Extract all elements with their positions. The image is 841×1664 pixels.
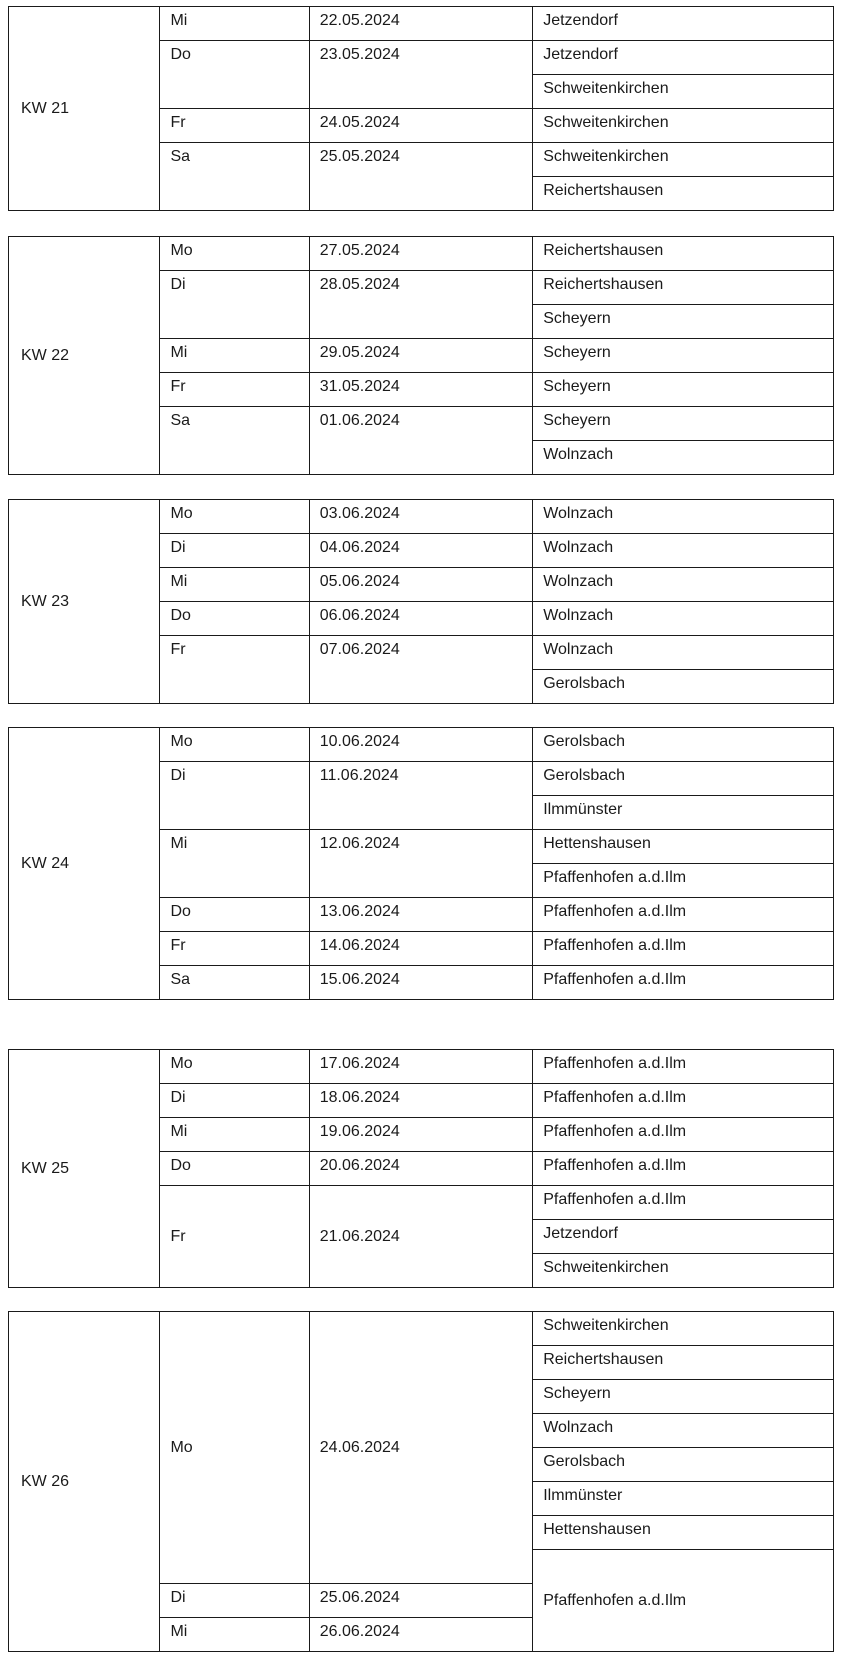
place-cell: Gerolsbach <box>533 762 834 796</box>
date-cell: 11.06.2024 <box>309 762 532 830</box>
day-cell: Mo <box>160 1312 309 1584</box>
date-cell: 06.06.2024 <box>309 602 532 636</box>
day-cell: Fr <box>160 932 309 966</box>
place-cell: Pfaffenhofen a.d.Ilm <box>533 864 834 898</box>
place-cell: Schweitenkirchen <box>533 143 834 177</box>
place-cell: Pfaffenhofen a.d.Ilm <box>533 966 834 1000</box>
date-cell: 23.05.2024 <box>309 41 532 109</box>
day-cell: Mo <box>160 237 309 271</box>
place-cell: Reichertshausen <box>533 271 834 305</box>
day-cell: Mi <box>160 7 309 41</box>
place-cell: Scheyern <box>533 373 834 407</box>
day-cell: Di <box>160 1584 309 1618</box>
date-cell: 24.05.2024 <box>309 109 532 143</box>
week-table-kw24 <box>8 727 834 1000</box>
date-cell: 12.06.2024 <box>309 830 532 898</box>
place-cell: Jetzendorf <box>533 7 834 41</box>
week-table-kw25 <box>8 1049 834 1288</box>
place-cell: Schweitenkirchen <box>533 1312 834 1346</box>
week-label: KW 26 <box>9 1312 160 1652</box>
week-label: KW 23 <box>9 500 160 704</box>
date-cell: 29.05.2024 <box>309 339 532 373</box>
date-cell: 20.06.2024 <box>309 1152 532 1186</box>
day-cell: Fr <box>160 109 309 143</box>
place-cell: Gerolsbach <box>533 1448 834 1482</box>
date-cell: 10.06.2024 <box>309 728 532 762</box>
date-cell: 19.06.2024 <box>309 1118 532 1152</box>
place-cell: Reichertshausen <box>533 1346 834 1380</box>
place-cell: Hettenshausen <box>533 830 834 864</box>
day-cell: Mo <box>160 728 309 762</box>
week-table-kw23 <box>8 499 834 704</box>
place-cell: Scheyern <box>533 407 834 441</box>
place-cell: Pfaffenhofen a.d.Ilm <box>533 1186 834 1220</box>
day-cell: Sa <box>160 143 309 211</box>
place-cell: Pfaffenhofen a.d.Ilm <box>533 1084 834 1118</box>
date-cell: 18.06.2024 <box>309 1084 532 1118</box>
place-cell: Hettenshausen <box>533 1516 834 1550</box>
date-cell: 27.05.2024 <box>309 237 532 271</box>
date-cell: 31.05.2024 <box>309 373 532 407</box>
day-cell: Sa <box>160 966 309 1000</box>
week-label: KW 25 <box>9 1050 160 1288</box>
day-cell: Fr <box>160 636 309 704</box>
date-cell: 24.06.2024 <box>309 1312 532 1584</box>
week-label: KW 24 <box>9 728 160 1000</box>
week-table-kw26 <box>8 1311 834 1652</box>
place-cell: Scheyern <box>533 305 834 339</box>
date-cell: 07.06.2024 <box>309 636 532 704</box>
place-cell: Pfaffenhofen a.d.Ilm <box>533 898 834 932</box>
day-cell: Di <box>160 534 309 568</box>
place-cell: Wolnzach <box>533 636 834 670</box>
date-cell: 22.05.2024 <box>309 7 532 41</box>
day-cell: Mi <box>160 568 309 602</box>
place-cell: Scheyern <box>533 1380 834 1414</box>
place-cell: Reichertshausen <box>533 177 834 211</box>
place-cell: Pfaffenhofen a.d.Ilm <box>533 1118 834 1152</box>
date-cell: 25.05.2024 <box>309 143 532 211</box>
date-cell: 17.06.2024 <box>309 1050 532 1084</box>
place-cell: Pfaffenhofen a.d.Ilm <box>533 1050 834 1084</box>
date-cell: 26.06.2024 <box>309 1618 532 1652</box>
day-cell: Do <box>160 1152 309 1186</box>
place-cell: Schweitenkirchen <box>533 109 834 143</box>
day-cell: Mi <box>160 339 309 373</box>
week-table-kw21 <box>8 6 834 211</box>
day-cell: Di <box>160 271 309 339</box>
place-cell: Schweitenkirchen <box>533 75 834 109</box>
place-cell: Jetzendorf <box>533 41 834 75</box>
place-cell: Gerolsbach <box>533 728 834 762</box>
date-cell: 14.06.2024 <box>309 932 532 966</box>
place-cell: Pfaffenhofen a.d.Ilm <box>533 932 834 966</box>
date-cell: 01.06.2024 <box>309 407 532 475</box>
week-label: KW 22 <box>9 237 160 475</box>
day-cell: Do <box>160 898 309 932</box>
day-cell: Sa <box>160 407 309 475</box>
place-cell: Schweitenkirchen <box>533 1254 834 1288</box>
day-cell: Mo <box>160 1050 309 1084</box>
week-label: KW 21 <box>9 7 160 211</box>
day-cell: Do <box>160 602 309 636</box>
date-cell: 05.06.2024 <box>309 568 532 602</box>
place-cell: Wolnzach <box>533 568 834 602</box>
day-cell: Do <box>160 41 309 109</box>
place-cell: Wolnzach <box>533 534 834 568</box>
day-cell: Mi <box>160 1618 309 1652</box>
date-cell: 28.05.2024 <box>309 271 532 339</box>
day-cell: Mo <box>160 500 309 534</box>
day-cell: Mi <box>160 1118 309 1152</box>
place-cell: Gerolsbach <box>533 670 834 704</box>
date-cell: 03.06.2024 <box>309 500 532 534</box>
place-cell: Scheyern <box>533 339 834 373</box>
place-cell: Pfaffenhofen a.d.Ilm <box>533 1152 834 1186</box>
date-cell: 15.06.2024 <box>309 966 532 1000</box>
date-cell: 25.06.2024 <box>309 1584 532 1618</box>
place-cell: Wolnzach <box>533 1414 834 1448</box>
week-table-kw22 <box>8 236 834 475</box>
day-cell: Fr <box>160 373 309 407</box>
day-cell: Di <box>160 1084 309 1118</box>
date-cell: 04.06.2024 <box>309 534 532 568</box>
day-cell: Fr <box>160 1186 309 1288</box>
day-cell: Mi <box>160 830 309 898</box>
date-cell: 13.06.2024 <box>309 898 532 932</box>
place-cell: Wolnzach <box>533 602 834 636</box>
day-cell: Di <box>160 762 309 830</box>
place-cell: Jetzendorf <box>533 1220 834 1254</box>
place-cell: Ilmmünster <box>533 1482 834 1516</box>
place-cell: Wolnzach <box>533 441 834 475</box>
place-cell: Reichertshausen <box>533 237 834 271</box>
place-cell: Wolnzach <box>533 500 834 534</box>
place-cell: Pfaffenhofen a.d.Ilm <box>533 1550 834 1652</box>
date-cell: 21.06.2024 <box>309 1186 532 1288</box>
place-cell: Ilmmünster <box>533 796 834 830</box>
